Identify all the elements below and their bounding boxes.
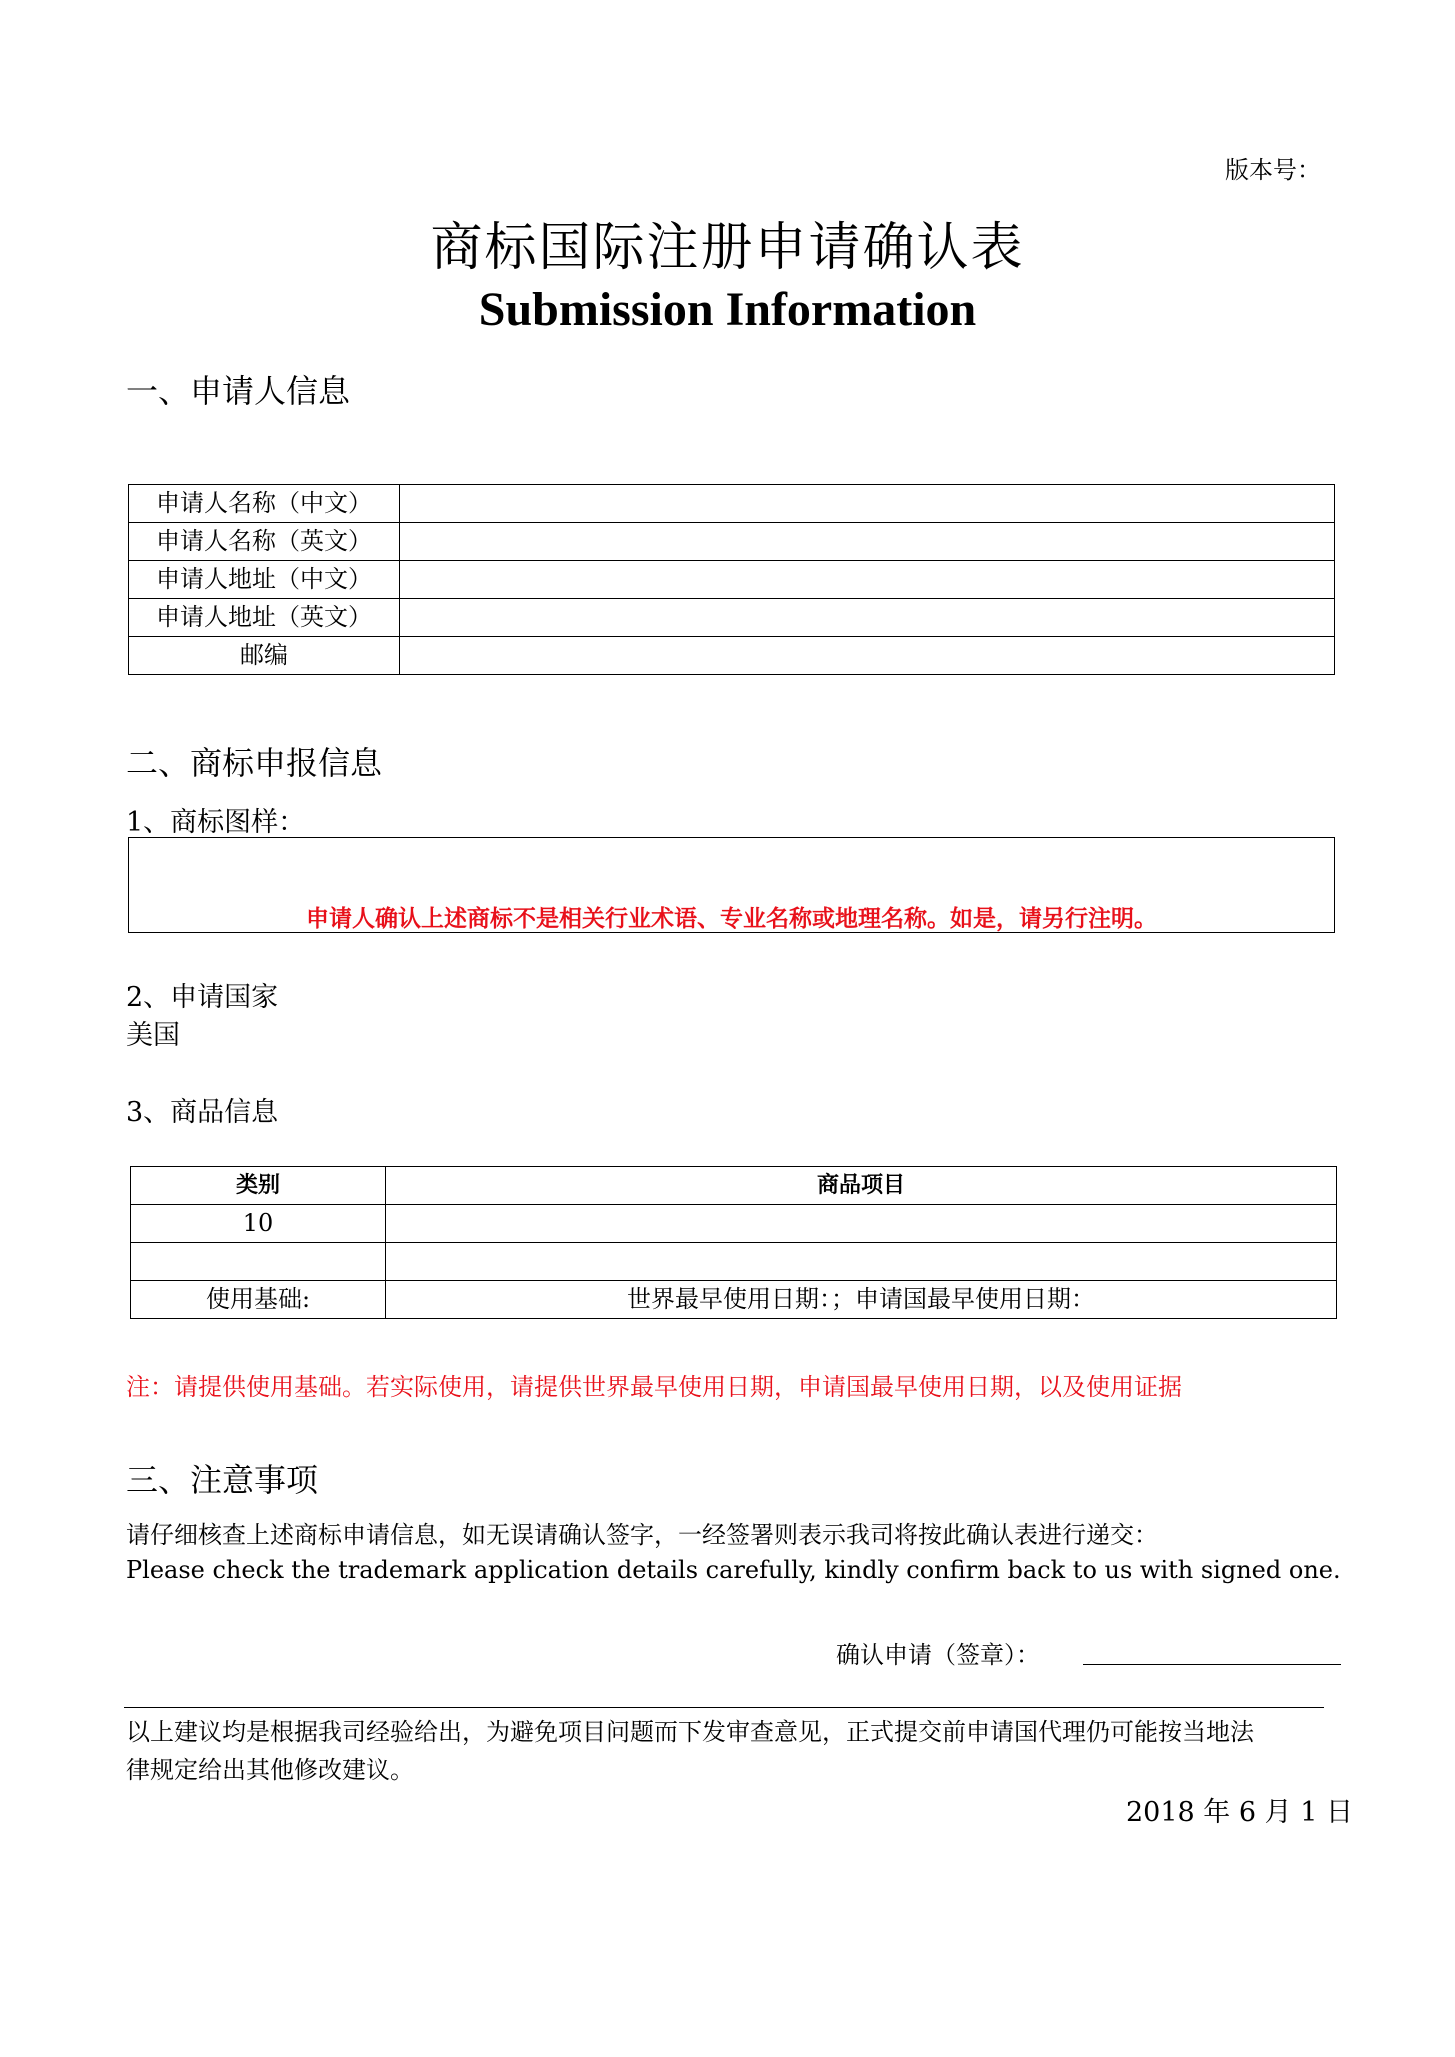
use-basis-dates[interactable]: 世界最早使用日期：；申请国最早使用日期： [386,1281,1337,1319]
goods-cell[interactable] [386,1243,1337,1281]
class-header: 类别 [131,1167,386,1205]
applicant-name-zh-label: 申请人名称（中文） [129,485,400,523]
use-basis-label: 使用基础: [131,1281,386,1319]
section1-heading: 一、申请人信息 [126,372,351,410]
goods-header: 商品项目 [386,1167,1337,1205]
goods-table [130,1166,1337,1319]
table-row [129,523,1335,561]
country-label: 2、申请国家 [126,982,279,1013]
table-row [129,599,1335,637]
applicant-address-zh-field[interactable] [400,561,1335,599]
table-header-row [131,1167,1337,1205]
applicant-name-en-label: 申请人名称（英文） [129,523,400,561]
table-row [129,561,1335,599]
goods-label: 3、商品信息 [126,1097,279,1128]
table-row [131,1281,1337,1319]
section3-heading: 三、注意事项 [126,1461,319,1499]
disclaimer-line-2: 律规定给出其他修改建议。 [126,1756,414,1784]
page-title-zh: 商标国际注册申请确认表 [430,218,1025,278]
class-cell[interactable] [131,1243,386,1281]
divider [124,1707,1324,1708]
signature-line[interactable] [1083,1664,1341,1665]
applicant-name-zh-field[interactable] [400,485,1335,523]
postcode-label: 邮编 [129,637,400,675]
notice-text-en: Please check the trademark application details carefully, kindly confirm back to us with signed one. [126,1556,1341,1584]
table-row [131,1205,1337,1243]
disclaimer-line-1: 以上建议均是根据我司经验给出，为避免项目问题而下发审查意见，正式提交前申请国代理仍可能按当地法 [126,1718,1254,1746]
postcode-field[interactable] [400,637,1335,675]
applicant-name-en-field[interactable] [400,523,1335,561]
applicant-table [128,484,1335,675]
document-date: 2018 年 6 月 1 日 [1126,1797,1353,1828]
table-row [129,485,1335,523]
logo-notice: 申请人确认上述商标不是相关行业术语、专业名称或地理名称。如是，请另行注明。 [306,906,1157,932]
applicant-address-zh-label: 申请人地址（中文） [129,561,400,599]
logo-label: 1、商标图样： [126,807,306,838]
table-row [131,1243,1337,1281]
applicant-address-en-field[interactable] [400,599,1335,637]
table-row [129,637,1335,675]
class-cell[interactable]: 10 [131,1205,386,1243]
notice-text-zh: 请仔细核查上述商标申请信息，如无误请确认签字，一经签署则表示我司将按此确认表进行递交： [126,1521,1158,1549]
goods-cell[interactable] [386,1205,1337,1243]
sign-label: 确认申请（签章）： [836,1641,1040,1669]
country-value: 美国 [126,1020,180,1051]
version-label: 版本号： [1225,156,1321,184]
use-basis-note: 注：请提供使用基础。若实际使用，请提供世界最早使用日期，申请国最早使用日期，以及使用证据 [126,1373,1182,1401]
applicant-address-en-label: 申请人地址（英文） [129,599,400,637]
page-title-en: Submission Information [478,283,977,336]
section2-heading: 二、商标申报信息 [126,744,383,782]
